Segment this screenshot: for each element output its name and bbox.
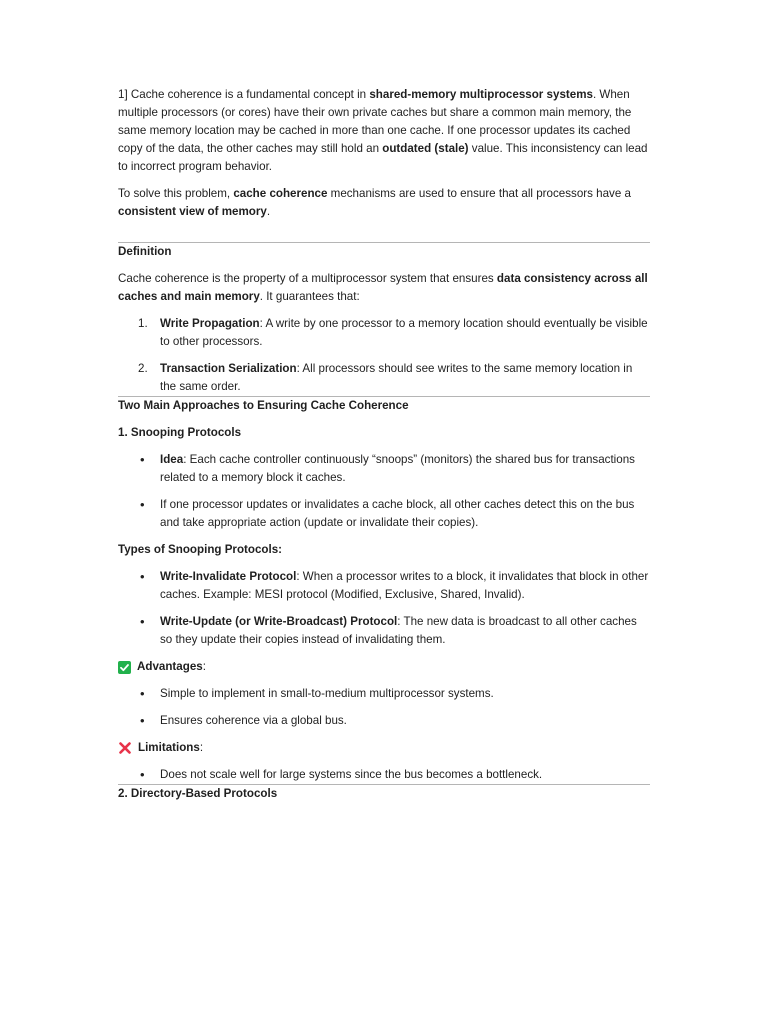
types-list [118,568,650,649]
advantages-heading: Advantages : [118,658,650,676]
list-item: 2. Transaction Serialization: All processors should see writes to the same memory location in the same order. [138,362,633,393]
approaches-heading: Two Main Approaches to Ensuring Cache Coherence [118,399,409,412]
limitations-list [118,766,650,784]
check-mark-icon [118,661,131,674]
definition-list [118,315,650,396]
snooping-heading: 1. Snooping Protocols [118,426,242,439]
list-item: • Idea: Each cache controller continuously “snoops” (monitors) the shared bus for transactions related to a memory block it caches. [140,452,635,484]
advantages-list [118,685,650,730]
types-heading: Types of Snooping Protocols: [118,543,283,556]
definition-text: Cache coherence is the property of a multiprocessor system that ensures data consistency across all caches and main memory. It guarantees that: [118,272,648,303]
document-page [118,86,650,812]
cross-mark-icon [118,741,132,755]
definition-heading: Definition [118,245,172,258]
list-item: • If one processor updates or invalidates a cache block, all other caches detect this on the bus and take appropriate action (update or invalidate their copies). [140,497,635,529]
intro-paragraph-2: To solve this problem, cache coherence mechanisms are used to ensure that all processors have a consistent view of memory. [118,187,631,218]
list-item: • Write-Invalidate Protocol: When a processor writes to a block, it invalidates that block in other caches. Example: MESI protocol (Modified, Exclusive, Shared, Invalid). [140,569,649,601]
list-item: 1. Write Propagation: A write by one processor to a memory location should eventually be visible to other processors. [138,317,648,348]
limitations-heading: Limitations : [118,739,650,757]
list-item: • Ensures coherence via a global bus. [140,713,347,728]
list-item: • Simple to implement in small-to-medium multiprocessor systems. [140,686,494,701]
list-item: • Write-Update (or Write-Broadcast) Protocol: The new data is broadcast to all other caches so they update their copies instead of invalidating them. [140,614,637,646]
snooping-list [118,451,650,532]
intro-paragraph-1: 1] Cache coherence is a fundamental concept in shared-memory multiprocessor systems. When multiple processors (or cores) have their own private caches but share a common main memory, the same memory location may be cached in more than one cache. If one processor updates its cached copy of the data, the other caches may still hold an outdated (stale) value. This inconsistency can lead to incorrect program behavior. [118,88,648,173]
directory-heading: 2. Directory-Based Protocols [118,787,278,800]
list-item: • Does not scale well for large systems since the bus becomes a bottleneck. [140,767,543,782]
